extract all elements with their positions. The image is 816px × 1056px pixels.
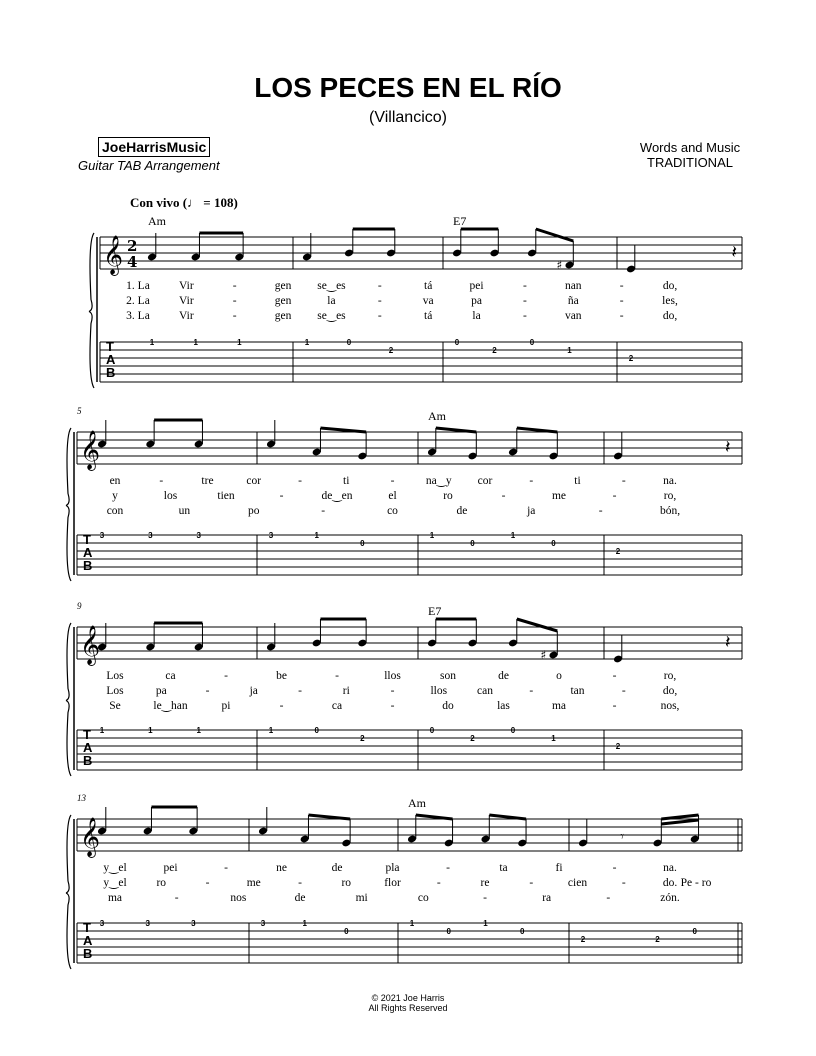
lyric-syllable: y‿el <box>103 862 127 874</box>
tempo-marking: Con vivo (♩ = 108) <box>130 195 238 210</box>
tab-fret-number: 0 <box>446 927 451 936</box>
tab-fret-number: 0 <box>551 539 556 548</box>
lyric-syllable: ta <box>499 862 508 874</box>
lyric-syllable: na. <box>663 862 677 874</box>
lyric-syllable: - <box>619 295 624 307</box>
lyric-syllable: ña <box>567 295 579 307</box>
chord-symbol: E7 <box>453 214 467 228</box>
lyric-syllable: cor <box>477 475 493 487</box>
tab-fret-number: 0 <box>344 927 349 936</box>
lyric-syllable: - <box>619 310 624 322</box>
tab-fret-number: 1 <box>149 338 155 347</box>
lyric-syllable: - <box>501 490 506 502</box>
lyric-syllable: - <box>621 877 626 889</box>
tab-fret-number: 1 <box>196 726 201 735</box>
tab-fret-number: 1 <box>193 338 198 347</box>
tab-letter: B <box>106 365 116 380</box>
tab-fret-number: 0 <box>692 927 697 936</box>
lyric-syllable: con <box>106 505 124 517</box>
tab-fret-number: 1 <box>510 531 516 540</box>
lyric-syllable: va <box>422 295 434 307</box>
lyric-syllable: pei <box>163 862 178 874</box>
lyric-syllable: - <box>522 310 527 322</box>
lyric-syllable: Vir <box>179 310 194 322</box>
tab-fret-number: 3 <box>99 531 105 540</box>
lyric-syllable: cor <box>246 475 262 487</box>
tab-fret-number: 0 <box>346 338 352 347</box>
lyric-syllable: pa <box>155 685 167 697</box>
system-1 <box>89 229 742 388</box>
lyric-syllable: los <box>163 490 178 502</box>
lyric-syllable: - <box>390 700 395 712</box>
lyric-syllable: nan <box>564 280 582 292</box>
lyric-syllable: ro, <box>663 670 677 682</box>
pickup-lyric: Pe - ro <box>680 877 712 889</box>
tab-fret-number: 2 <box>470 734 475 743</box>
lyric-syllable: Los <box>106 685 124 697</box>
tab-letter: A <box>106 352 116 367</box>
lyric-syllable: 2. La <box>126 295 150 307</box>
lyric-syllable: do, <box>662 280 678 292</box>
arrangement-label: Guitar TAB Arrangement <box>78 158 220 173</box>
lyric-syllable: Vir <box>179 280 194 292</box>
lyric-syllable: - <box>529 685 534 697</box>
chord-symbol: Am <box>428 409 446 423</box>
lyric-syllable: - <box>232 280 237 292</box>
tab-fret-number: 1 <box>314 531 319 540</box>
measure-number: 9 <box>77 601 82 611</box>
lyric-syllable: nos, <box>660 700 680 712</box>
lyric-syllable: - <box>224 670 228 682</box>
lyric-syllable: - <box>390 685 395 697</box>
lyric-syllable: - <box>377 295 382 307</box>
lyric-syllable: - <box>174 892 179 904</box>
lyric-syllable: gen <box>274 310 292 322</box>
lyric-syllable: de <box>331 862 343 874</box>
lyric-syllable: cien <box>567 877 588 889</box>
beam <box>661 815 698 819</box>
tab-fret-number: 3 <box>148 531 153 540</box>
lyric-syllable: o <box>556 670 562 682</box>
lyric-syllable: 1. La <box>126 280 150 292</box>
lyric-syllable: co <box>387 505 398 517</box>
lyric-syllable: la <box>472 310 481 322</box>
tab-fret-number: 3 <box>268 531 274 540</box>
lyric-syllable: - <box>621 475 626 487</box>
lyric-syllable: de‿en <box>321 490 353 502</box>
system-bracket <box>66 815 71 969</box>
lyric-syllable: tre <box>201 475 214 487</box>
system-3 <box>66 619 742 776</box>
tab-letter: B <box>83 946 93 961</box>
lyric-syllable: ja <box>249 685 258 697</box>
lyric-syllable: ra <box>542 892 552 904</box>
lyric-syllable: se‿es <box>317 280 346 292</box>
tab-fret-number: 1 <box>429 531 435 540</box>
credits-line-2: TRADITIONAL <box>647 155 733 170</box>
lyric-syllable: - <box>529 877 534 889</box>
tab-fret-number: 2 <box>615 547 621 556</box>
lyric-syllable: la <box>327 295 336 307</box>
lyric-syllable: re <box>480 877 490 889</box>
system-4 <box>66 807 742 969</box>
lyric-syllable: le‿han <box>153 700 188 712</box>
lyric-syllable: ma <box>551 700 567 712</box>
lyric-syllable: na‿y <box>425 475 452 487</box>
tab-fret-number: 2 <box>615 742 621 751</box>
tab-letter: T <box>83 532 91 547</box>
copyright-line-1: © 2021 Joe Harris <box>371 993 445 1003</box>
lyric-syllable: y <box>112 490 118 502</box>
lyric-syllable: - <box>321 505 326 517</box>
lyric-syllable: - <box>205 877 210 889</box>
lyric-syllable: ja <box>527 505 536 517</box>
tab-fret-number: 1 <box>268 726 274 735</box>
tab-letter: T <box>83 920 91 935</box>
lyric-syllable: ro <box>156 877 167 889</box>
lyric-syllable: fi <box>555 862 563 874</box>
tab-fret-number: 1 <box>409 919 415 928</box>
lyric-syllable: gen <box>274 280 292 292</box>
beam <box>416 815 453 819</box>
lyric-syllable: de <box>498 670 509 682</box>
lyric-syllable: - <box>619 280 624 292</box>
treble-clef-icon: 𝄞 <box>80 817 101 857</box>
lyric-syllable: pla <box>385 862 400 874</box>
lyric-syllable: ro, <box>663 490 677 502</box>
tab-fret-number: 2 <box>360 734 365 743</box>
tab-fret-number: 1 <box>567 346 572 355</box>
lyric-syllable: se‿es <box>317 310 346 322</box>
lyric-syllable: - <box>436 877 441 889</box>
lyric-syllable: - <box>159 475 164 487</box>
lyric-syllable: pi <box>221 700 231 712</box>
eighth-rest-icon: 𝄾 <box>620 829 624 845</box>
measure-number: 5 <box>77 406 82 416</box>
lyric-syllable: can <box>477 685 493 697</box>
lyric-syllable: ri <box>342 685 350 697</box>
sharp-icon: ♯ <box>540 648 547 662</box>
lyric-syllable: Se <box>109 700 121 712</box>
lyric-syllable: Los <box>106 670 124 682</box>
beam <box>661 820 698 824</box>
lyric-syllable: ti <box>574 475 581 487</box>
tab-fret-number: 2 <box>628 354 634 363</box>
lyric-syllable: - <box>612 862 617 874</box>
lyric-syllable: pa <box>471 295 482 307</box>
lyric-syllable: - <box>529 475 534 487</box>
lyric-syllable: les, <box>662 295 678 307</box>
lyric-syllable: do <box>442 700 454 712</box>
lyric-syllable: ti <box>343 475 350 487</box>
beam <box>320 428 366 432</box>
lyric-syllable: van <box>564 310 582 322</box>
lyric-syllable: - <box>606 892 611 904</box>
copyright-line-2: All Rights Reserved <box>368 1003 448 1013</box>
tab-fret-number: 1 <box>302 919 307 928</box>
lyric-syllable: 3. La <box>126 310 150 322</box>
lyric-syllable: tá <box>424 280 433 292</box>
tab-fret-number: 0 <box>314 726 319 735</box>
tab-fret-number: 1 <box>148 726 153 735</box>
tab-fret-number: 0 <box>454 338 460 347</box>
time-signature-bottom: 4 <box>127 253 138 271</box>
tab-fret-number: 0 <box>510 726 516 735</box>
system-bracket <box>66 623 71 776</box>
lyric-syllable: ne <box>276 862 287 874</box>
lyric-syllable: - <box>279 490 284 502</box>
chord-symbol: Am <box>148 214 166 228</box>
lyric-syllable: - <box>612 670 617 682</box>
copyright <box>0 993 816 1013</box>
lyric-syllable: de <box>294 892 306 904</box>
tab-fret-number: 1 <box>99 726 105 735</box>
lyric-syllable: be <box>276 670 287 682</box>
chord-symbol: E7 <box>428 604 442 618</box>
lyric-syllable: - <box>377 280 382 292</box>
lyric-syllable: ma <box>107 892 123 904</box>
quarter-rest-icon: 𝄽 <box>725 632 731 653</box>
lyric-syllable: - <box>205 685 210 697</box>
lyric-syllable: el <box>388 490 397 502</box>
beam <box>489 815 526 819</box>
measure-number: 13 <box>77 793 86 803</box>
tab-fret-number: 3 <box>196 531 201 540</box>
lyric-syllable: do, <box>662 310 678 322</box>
lyric-syllable: - <box>298 475 302 487</box>
tab-letter: T <box>106 339 114 354</box>
lyric-syllable: ca <box>331 700 343 712</box>
lyric-syllable: llos <box>384 670 401 682</box>
lyric-syllable: tien <box>217 490 235 502</box>
tab-fret-number: 3 <box>99 919 105 928</box>
lyric-syllable: nos <box>230 892 247 904</box>
treble-clef-icon: 𝄞 <box>80 625 101 665</box>
lyric-syllable: - <box>377 310 382 322</box>
quarter-rest-icon: 𝄽 <box>731 242 738 263</box>
tab-fret-number: 1 <box>237 338 242 347</box>
lyric-syllable: gen <box>274 295 292 307</box>
tab-fret-number: 0 <box>520 927 525 936</box>
lyric-syllable: - <box>298 877 302 889</box>
beam <box>517 428 558 432</box>
treble-clef-icon: 𝄞 <box>80 430 101 470</box>
lyric-syllable: - <box>232 310 237 322</box>
lyric-syllable: y‿el <box>103 877 127 889</box>
tab-fret-number: 0 <box>529 338 535 347</box>
brand-badge: JoeHarrisMusic <box>98 137 210 157</box>
beam <box>308 815 350 819</box>
treble-clef-icon: 𝄞 <box>103 235 124 275</box>
tab-fret-number: 2 <box>655 935 660 944</box>
lyric-syllable: - <box>335 670 339 682</box>
tab-fret-number: 0 <box>429 726 435 735</box>
lyric-syllable: - <box>522 295 527 307</box>
tab-fret-number: 3 <box>191 919 196 928</box>
tab-fret-number: 2 <box>492 346 497 355</box>
lyric-syllable: tá <box>424 310 433 322</box>
tab-fret-number: 1 <box>483 919 488 928</box>
beam <box>436 428 477 432</box>
lyric-syllable: de <box>456 505 468 517</box>
tab-letter: T <box>83 727 91 742</box>
sharp-icon: ♯ <box>556 258 563 272</box>
lyric-syllable: do. <box>662 877 678 889</box>
tab-fret-number: 0 <box>360 539 365 548</box>
lyric-syllable: - <box>598 505 603 517</box>
lyric-syllable: ca <box>165 670 176 682</box>
lyric-syllable: en <box>109 475 121 487</box>
lyric-syllable: co <box>417 892 429 904</box>
lyric-syllable: mi <box>355 892 368 904</box>
lyric-syllable: pei <box>469 280 484 292</box>
lyric-syllable: - <box>298 685 302 697</box>
tab-fret-number: 3 <box>260 919 266 928</box>
lyric-syllable: ro <box>443 490 453 502</box>
quarter-rest-icon: 𝄽 <box>725 437 731 458</box>
lyric-syllable: do, <box>662 685 678 697</box>
system-bracket <box>66 428 71 581</box>
tab-letter: B <box>83 558 93 573</box>
lyric-syllable: tan <box>570 685 585 697</box>
lyric-syllable: na. <box>663 475 677 487</box>
lyric-syllable: Vir <box>179 295 194 307</box>
lyric-syllable: - <box>483 892 487 904</box>
lyric-syllable: po <box>248 505 260 517</box>
lyric-syllable: me <box>551 490 567 502</box>
lyric-syllable: bón, <box>659 505 681 517</box>
lyric-syllable: - <box>390 475 395 487</box>
tab-letter: A <box>83 933 93 948</box>
lyric-syllable: zón. <box>660 892 680 904</box>
credits-line-1: Words and Music <box>639 140 741 155</box>
time-signature-top: 2 <box>127 237 138 255</box>
tab-fret-number: 2 <box>580 935 586 944</box>
lyric-syllable: - <box>612 700 617 712</box>
song-subtitle: (Villancico) <box>369 109 447 126</box>
lyric-syllable: son <box>440 670 456 682</box>
tab-fret-number: 1 <box>551 734 556 743</box>
lyric-syllable: - <box>446 862 450 874</box>
lyric-syllable: - <box>224 862 228 874</box>
lyric-syllable: - <box>279 700 284 712</box>
tab-letter: A <box>83 740 93 755</box>
tab-fret-number: 3 <box>145 919 150 928</box>
system-bracket <box>89 233 94 388</box>
lyric-syllable: flor <box>384 877 401 889</box>
tab-fret-number: 1 <box>304 338 310 347</box>
lyric-syllable: me <box>246 877 261 889</box>
song-title: LOS PECES EN EL RÍO <box>254 72 562 103</box>
tab-fret-number: 0 <box>470 539 475 548</box>
tab-fret-number: 2 <box>388 346 394 355</box>
beam <box>536 229 574 241</box>
lyric-syllable: llos <box>430 685 448 697</box>
lyric-syllable: un <box>178 505 191 517</box>
beam <box>517 619 558 631</box>
lyric-syllable: - <box>612 490 617 502</box>
tab-letter: B <box>83 753 93 768</box>
lyric-syllable: - <box>232 295 237 307</box>
lyric-syllable: - <box>522 280 527 292</box>
lyric-syllable: ro <box>341 877 352 889</box>
lyric-syllable: las <box>497 700 510 712</box>
chord-symbol: Am <box>408 796 426 810</box>
tab-letter: A <box>83 545 93 560</box>
lyric-syllable: - <box>621 685 626 697</box>
